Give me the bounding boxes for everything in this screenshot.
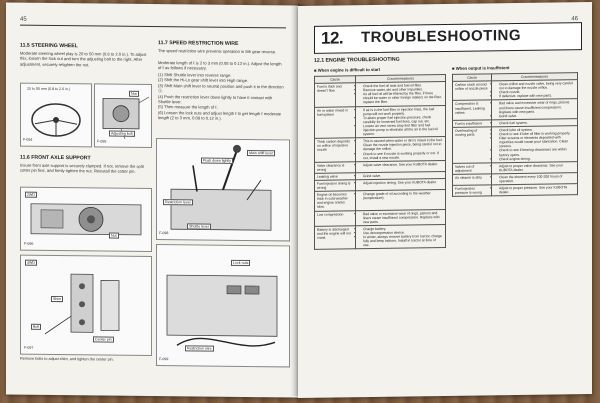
countermeasure-list — [358, 211, 443, 224]
chapter-header-box — [314, 22, 582, 54]
countermeasure-cell — [356, 224, 446, 249]
countermeasure-list — [358, 138, 443, 160]
insufficient-output-heading: ■ When output is insufficient — [452, 65, 510, 71]
table-row — [315, 209, 446, 226]
countermeasure-list — [494, 185, 575, 194]
step-3: (3) Shift Main shift lever to neutral position and push it to the direction Ⓐ. — [158, 82, 284, 94]
restriction-wire-icon — [157, 245, 289, 366]
countermeasure-list — [494, 174, 575, 183]
list-item: • Check fuel system. — [499, 120, 575, 125]
countermeasure-list — [358, 107, 443, 137]
list-item: • Remove water, dirt and other impurities. — [363, 87, 443, 92]
list-item: • Grind valve. — [363, 173, 443, 178]
list-item: • As all fuel oil will be filtered by the filter, if there should be water or other foreign matters on the filter, replace the filter. — [363, 91, 443, 104]
speed-restriction-intro: The speed restriction wire prevents operation in 8th gear reverse. — [158, 48, 277, 55]
cause-cell: Overheating of moving parts — [453, 127, 492, 163]
steering-gearbox-icon — [95, 84, 151, 147]
speed-restriction-text: Moderate length of ℓ is 2 to 3 mm (0.08 to 0.12 in.). Adjust the length of ℓ as follows if necessary. — [158, 60, 282, 71]
countermeasure-list — [494, 81, 575, 99]
countermeasure-cell — [492, 126, 578, 163]
table-row — [315, 82, 446, 107]
chapter-title: TROUBLESHOOTING — [361, 26, 521, 47]
list-item: • Charge battery. — [363, 226, 443, 231]
cause-cell: Valves out of adjustment — [453, 163, 492, 175]
bolt-label: Bolt — [33, 324, 40, 329]
list-item: • This is caused when water or dirt is mixed in the fuel. Clean the nozzle injection piece, being careful not to damage the orifice. — [363, 138, 443, 151]
front-axle-fig-id: F-096 — [24, 241, 34, 246]
steering-wheel-title: 11.5 STEERING WHEEL — [20, 42, 78, 50]
cause-cell: Fuel injection timing is wrong — [315, 180, 356, 192]
countermeasure-list — [494, 163, 575, 172]
list-item: • Clean the element every 100-200 hours of operation. — [499, 174, 575, 183]
cause-header-2: Cause — [453, 74, 492, 82]
countermeasure-cell — [492, 184, 578, 196]
countermeasure-list — [494, 127, 575, 161]
push-down-label: Push down lightly — [201, 158, 233, 164]
countermeasure-list — [358, 180, 443, 185]
shim-label: Shim — [53, 296, 62, 302]
countermeasures-header: Countermeasures — [356, 74, 446, 82]
list-item: • If defective, replace with new parts. — [499, 94, 575, 99]
list-item: • Use decompression device. — [363, 230, 443, 235]
cause-cell: Compression is insufficient, Leaking valves — [453, 100, 492, 120]
speed-restriction-title: 11.7 SPEED RESTRICTION WIRE — [158, 40, 239, 47]
step-4: (4) Push the restriction lever down lightly to have it contact with Shuttle lever. — [158, 93, 273, 105]
cause-cell: Thick carbon deposits on orifice of injection nozzle — [315, 138, 356, 162]
front-axle-nut-label: Nut — [111, 233, 117, 238]
list-item: • Change grade of oil according to the weather (temperature). — [363, 191, 443, 200]
countermeasure-cell — [492, 80, 578, 101]
list-item: • Check to see if lube oil filter is working properly. — [499, 131, 575, 136]
insufficient-output-table — [452, 72, 578, 197]
step-1: (1) Shift Shuttle lever into reverse range. — [158, 72, 232, 78]
table-row — [315, 190, 446, 211]
countermeasures-header-2: Countermeasures — [492, 73, 578, 81]
list-item: • Check to see if bearing clearances are within factory specs. — [499, 148, 575, 157]
front-axle-4wd-figure — [20, 255, 152, 356]
insufficient-output-rows — [453, 80, 578, 197]
list-item: • In winter, always remove battery from tractor, charge fully and keep indoors. Install in tractor at time of use. — [363, 234, 443, 247]
list-item: • To attain proper fuel injection pressure, check carefully for loosened fuel lines, cap nut, etc. — [363, 115, 443, 124]
manual-spread — [6, 4, 592, 396]
front-axle-caption: Remove bolts to adjust shim, and tighten the center pin. — [20, 356, 114, 362]
list-item: • Loosen air vent screw atop fuel filter and fuel injection pump to eliminate all the air in the fuel oil system. — [363, 123, 443, 136]
axle-4wd-fig-id: F-097 — [24, 345, 34, 350]
list-item: • Check the fuel oil tank and fuel oil filter. — [363, 83, 443, 88]
step-6: (6) Loosen the lock nuts and adjust length ℓ to get length ℓ moderate length (2 to 3 mm, 0.08 to 0.12 in.). — [158, 109, 282, 121]
cause-cell: Fuel is thick and doesn't flow — [315, 83, 356, 107]
countermeasure-cell — [356, 190, 446, 211]
restriction-lever-label: Restriction lever — [165, 200, 191, 205]
countermeasure-list — [358, 83, 443, 105]
countermeasure-list — [358, 173, 443, 178]
front-axle-icon — [21, 188, 151, 251]
cause-cell: Fuel is insufficient — [453, 120, 492, 128]
difficult-start-table — [314, 74, 446, 250]
shuttle-lever-label: Shuttle lever — [189, 224, 209, 229]
countermeasure-list — [358, 226, 443, 248]
axle-bracket-icon — [21, 256, 151, 355]
engine-troubleshooting-title: 12.1 ENGINE TROUBLESHOOTING — [314, 56, 400, 64]
label-2wd: 2WD — [27, 192, 35, 197]
cause-cell: Low compression — [315, 210, 356, 226]
list-item: • Filter screens or elements deposited with impurities would cause poor lubrication. Clean screens. — [499, 135, 575, 148]
cause-cell: Battery is discharged and the engine will not crank. — [315, 226, 356, 250]
restriction-wire-label: Restriction wire — [187, 346, 212, 351]
table-row — [315, 137, 446, 162]
list-item: • Check lube oil system. — [499, 127, 575, 132]
table-row — [315, 105, 446, 138]
countermeasure-list — [358, 162, 443, 167]
list-item: • Check engine timing. — [499, 156, 575, 161]
table-row — [453, 126, 578, 163]
countermeasure-cell — [492, 99, 578, 120]
table-row — [453, 99, 578, 120]
steering-play-dimension: 20 to 50 mm (0.8 to 2.0 in.) — [27, 86, 71, 92]
nut-label: Nut — [131, 91, 137, 96]
shift-fig-id: F-098 — [159, 231, 169, 236]
label-4wd: 4WD — [27, 260, 35, 265]
cause-cell: Valve clearance is wrong — [315, 161, 356, 173]
list-item: • Adjust valve clearance. See your KUBOTA dealer. — [363, 162, 443, 167]
adjusting-bolt-label: Adjusting bolt — [111, 131, 133, 136]
steering-fig-id: F-094 — [23, 137, 33, 142]
countermeasure-cell — [356, 105, 446, 138]
front-axle-text: Insure front axle support is securely clamped. If not, remove the split cotter pin first, and firmly tighten the nut. Reinstall the cotter pin. — [20, 162, 144, 175]
cause-header: Cause — [315, 76, 356, 84]
table-row — [453, 80, 578, 101]
countermeasure-list — [358, 191, 443, 200]
cause-cell: Air or water mixed in fuel system — [315, 106, 356, 138]
list-item: • Bad valve or excessive wear of rings, pistons and liners cause insufficient compression. Replace with new parts. — [363, 211, 443, 224]
steering-wheel-figure — [20, 83, 92, 148]
shift-lever-figure — [156, 138, 290, 241]
left-header-rule — [20, 25, 286, 29]
left-page — [6, 2, 298, 397]
front-axle-2wd-figure — [20, 187, 152, 252]
table-row — [315, 224, 446, 249]
adjusting-fig-id: F-095 — [97, 139, 107, 144]
countermeasure-cell — [356, 209, 446, 226]
cause-cell: Engine oil becomes thick in cold weather and engine cranks slow. — [315, 191, 356, 211]
adjusting-bolt-figure — [94, 83, 152, 148]
step-2: (2) Shift the Hi-Lo gear shift lever into High range. — [158, 77, 249, 84]
right-page-number: 46 — [571, 16, 578, 23]
steering-wheel-text: Moderate steering wheel play is 20 to 50 mm (0.8 to 2.0 in.). To adjust this, loosen the lock nut and turn the adjusting bolt to the right. After adjustment, securely retighten the nut. — [20, 50, 147, 68]
difficult-start-heading: ■ When engine is difficult to start — [314, 66, 381, 73]
list-item: • Clean orifice and nozzle valve, being very careful not to damage the nozzle orifice. — [499, 81, 575, 90]
difficult-start-rows — [315, 82, 446, 250]
cause-cell: Fuel injection pressure is wrong — [453, 185, 492, 197]
restriction-wire-figure — [156, 244, 290, 367]
list-item: • Grind valve. — [499, 113, 575, 118]
countermeasure-list — [494, 120, 575, 125]
table-row — [453, 184, 578, 197]
chapter-number: 12. — [321, 28, 344, 48]
list-item: • Bad valve and excessive wear of rings, pistons and liners cause insufficient compression. Replace with new parts. — [499, 101, 575, 114]
front-axle-title: 11.6 FRONT AXLE SUPPORT — [20, 154, 91, 162]
left-page-number: 45 — [20, 16, 27, 23]
countermeasure-cell — [356, 82, 446, 107]
right-page — [298, 2, 592, 398]
list-item: • Adjust to proper pressure. See your KUBOTA dealer. — [499, 185, 575, 194]
countermeasure-cell — [356, 137, 446, 162]
cause-cell: Air cleaner is dirty — [453, 174, 492, 186]
speed-restriction-steps — [158, 72, 286, 122]
cause-cell: Carbon stuck around orifice of nozzle piece — [453, 81, 492, 101]
wire-fig-id: F-099 — [159, 357, 169, 362]
list-item: • Adjust injection timing. See your KUBOTA dealer. — [363, 180, 443, 185]
center-pin-label: Center pin — [95, 337, 112, 342]
countermeasure-list — [494, 101, 575, 119]
step-5: (5) Then measure the length of ℓ. — [158, 104, 218, 111]
cause-cell: Leaking valve — [315, 173, 356, 181]
list-item: • Adjust to proper valve clearance. See your KUBOTA dealer. — [499, 163, 575, 172]
list-item: • Check nozzle. — [499, 89, 575, 94]
main-shift-lever-label: Main shift lever — [249, 151, 274, 156]
lock-nuts-label: Lock nuts — [233, 260, 249, 266]
list-item: • If air is in the fuel filter or injection lines, the fuel pump will not work properly. — [363, 107, 443, 116]
list-item: • Check to see if nozzle is working properly or not. If not, install a new nozzle. — [363, 151, 443, 160]
